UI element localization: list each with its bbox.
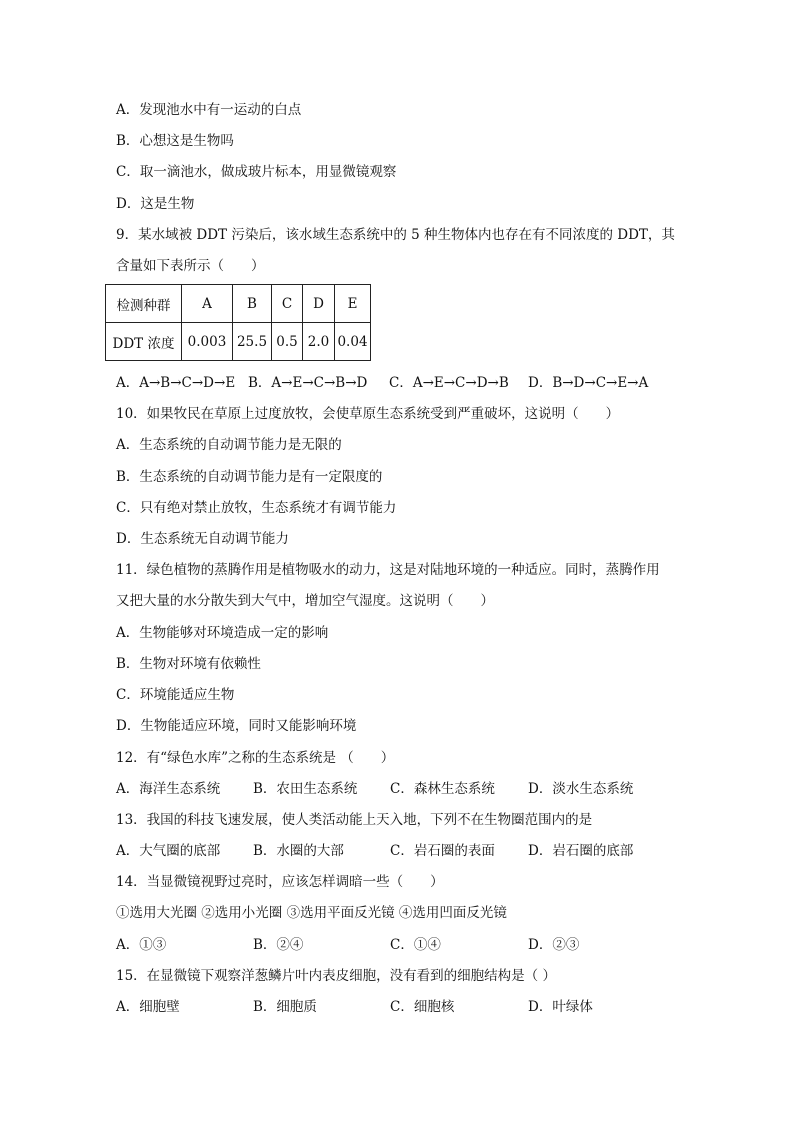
q11-stem-line1: 11．绿色植物的蒸腾作用是植物吸水的动力，这是对陆地环境的一种适应。同时，蒸腾作用 [116,562,660,578]
q11-option-c: C．环境能适应生物 [116,687,235,703]
q15-option-c: C．细胞核 [390,999,455,1015]
table-cell: 检测种群 [106,285,182,323]
q9-stem-line1: 9．某水域被 DDT 污染后，该水域生态系统中的 5 种生物体内也存在有不同浓度的 DDT，其 [116,227,675,243]
q11-stem-line2: 又把大量的水分散失到大气中，增加空气湿度。这说明（ ） [116,593,494,609]
q12-option-c: C．森林生态系统 [390,781,495,797]
q11-option-a: A．生物能够对环境造成一定的影响 [116,625,329,641]
q10-option-a: A．生态系统的自动调节能力是无限的 [116,437,342,453]
table-cell: E [335,285,371,323]
q15-option-b: B．细胞质 [253,999,317,1015]
q13-option-c: C．岩石圈的表面 [390,843,495,859]
q13-option-d: D．岩石圈的底部 [528,843,634,859]
table-cell: 25.5 [233,323,272,361]
table-cell: D [303,285,335,323]
table-cell: B [233,285,272,323]
q13-stem: 13．我国的科技飞速发展，使人类活动能上天入地，下列不在生物圈范围内的是 [116,812,593,828]
q14-items: ①选用大光圈 ②选用小光圈 ③选用平面反光镜 ④选用凹面反光镜 [116,905,507,921]
q14-stem: 14．当显微镜视野过亮时，应该怎样调暗一些（ ） [116,874,444,890]
q10-option-c: C．只有绝对禁止放牧，生态系统才有调节能力 [116,500,397,516]
q13-option-a: A．大气圈的底部 [116,843,221,859]
q12-option-a: A．海洋生态系统 [116,781,221,797]
q10-option-b: B．生态系统的自动调节能力是有一定限度的 [116,469,383,485]
q9-option-a: A．A→B→C→D→E [116,375,236,391]
q8-option-a: A．发现池水中有一运动的白点 [116,102,302,118]
table-cell: 0.5 [272,323,303,361]
q11-option-b: B．生物对环境有依赖性 [116,656,261,672]
q12-option-d: D．淡水生态系统 [528,781,634,797]
q9-option-b: B．A→E→C→B→D [248,375,368,391]
q9-option-c: C．A→E→C→D→B [389,375,509,391]
table-cell: 2.0 [303,323,335,361]
table-header-row [106,285,371,323]
table-row [106,323,371,361]
q14-option-d: D．②③ [528,937,580,953]
q8-option-d: D．这是生物 [116,196,195,212]
q15-option-d: D．叶绿体 [528,999,593,1015]
q14-option-a: A．①③ [116,937,167,953]
q15-option-a: A．细胞壁 [116,999,180,1015]
q14-option-c: C．①④ [390,937,441,953]
q12-stem: 12．有“绿色水库”之称的生态系统是 （ ） [116,750,395,766]
q12-option-b: B．农田生态系统 [253,781,358,797]
q10-option-d: D．生态系统无自动调节能力 [116,531,289,547]
q11-option-d: D．生物能适应环境，同时又能影响环境 [116,718,357,734]
q14-option-b: B．②④ [253,937,304,953]
q9-option-d: D．B→D→C→E→A [528,375,649,391]
q8-option-c: C．取一滴池水，做成玻片标本，用显微镜观察 [116,164,397,180]
table-cell: 0.04 [335,323,371,361]
ddt-table [105,284,371,361]
q13-option-b: B．水圈的大部 [253,843,344,859]
table-cell: DDT 浓度 [106,323,182,361]
table-cell: C [272,285,303,323]
q9-stem-line2: 含量如下表所示（ ） [116,258,265,274]
q10-stem: 10．如果牧民在草原上过度放牧，会使草原生态系统受到严重破坏，这说明（ ） [116,406,620,422]
q15-stem: 15．在显微镜下观察洋葱鳞片叶内表皮细胞，没有看到的细胞结构是（ ） [116,968,556,984]
table-cell: 0.003 [182,323,233,361]
table-cell: A [182,285,233,323]
q8-option-b: B．心想这是生物吗 [116,133,234,149]
